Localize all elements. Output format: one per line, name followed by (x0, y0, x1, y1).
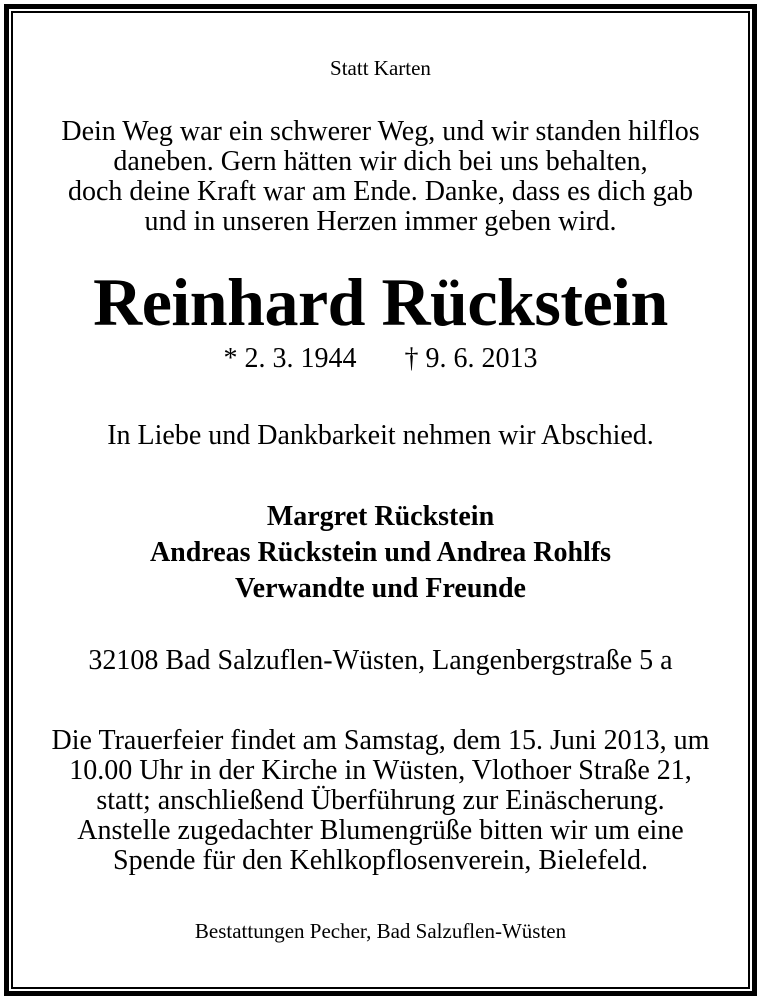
service-line-1: Die Trauerfeier findet am Samstag, dem 15. Juni 2013, um (51, 725, 710, 756)
header-statt-karten: Statt Karten (330, 56, 431, 80)
mourner-3: Verwandte und Freunde (235, 573, 526, 604)
death-date: † 9. 6. 2013 (404, 343, 538, 374)
mourner-2: Andreas Rückstein und Andrea Rohlfs (149, 537, 612, 568)
service-line-3: statt; anschließend Überführung zur Einäscherung. (96, 785, 665, 816)
farewell-text: In Liebe und Dankbarkeit nehmen wir Abschied. (107, 420, 654, 451)
poem-line-4: und in unseren Herzen immer geben wird. (144, 206, 617, 237)
address: 32108 Bad Salzuflen-Wüsten, Langenbergstraße 5 a (88, 645, 673, 676)
poem-line-1: Dein Weg war ein schwerer Weg, und wir standen hilflos (61, 116, 700, 147)
service-line-2: 10.00 Uhr in der Kirche in Wüsten, Vlothoer Straße 21, (69, 755, 692, 786)
life-dates (0, 344, 761, 374)
mourner-1: Margret Rückstein (266, 501, 495, 532)
service-line-4: Anstelle zugedachter Blumengrüße bitten wir um eine (77, 815, 684, 846)
deceased-name: Reinhard Rückstein (93, 264, 668, 340)
birth-date: * 2. 3. 1944 (223, 343, 357, 374)
poem-line-2: daneben. Gern hätten wir dich bei uns behalten, (113, 146, 648, 177)
service-line-5: Spende für den Kehlkopflosenverein, Bielefeld. (113, 845, 648, 876)
funeral-home-footer: Bestattungen Pecher, Bad Salzuflen-Wüsten (194, 919, 567, 943)
poem-line-3: doch deine Kraft war am Ende. Danke, dass es dich gab (67, 176, 694, 207)
